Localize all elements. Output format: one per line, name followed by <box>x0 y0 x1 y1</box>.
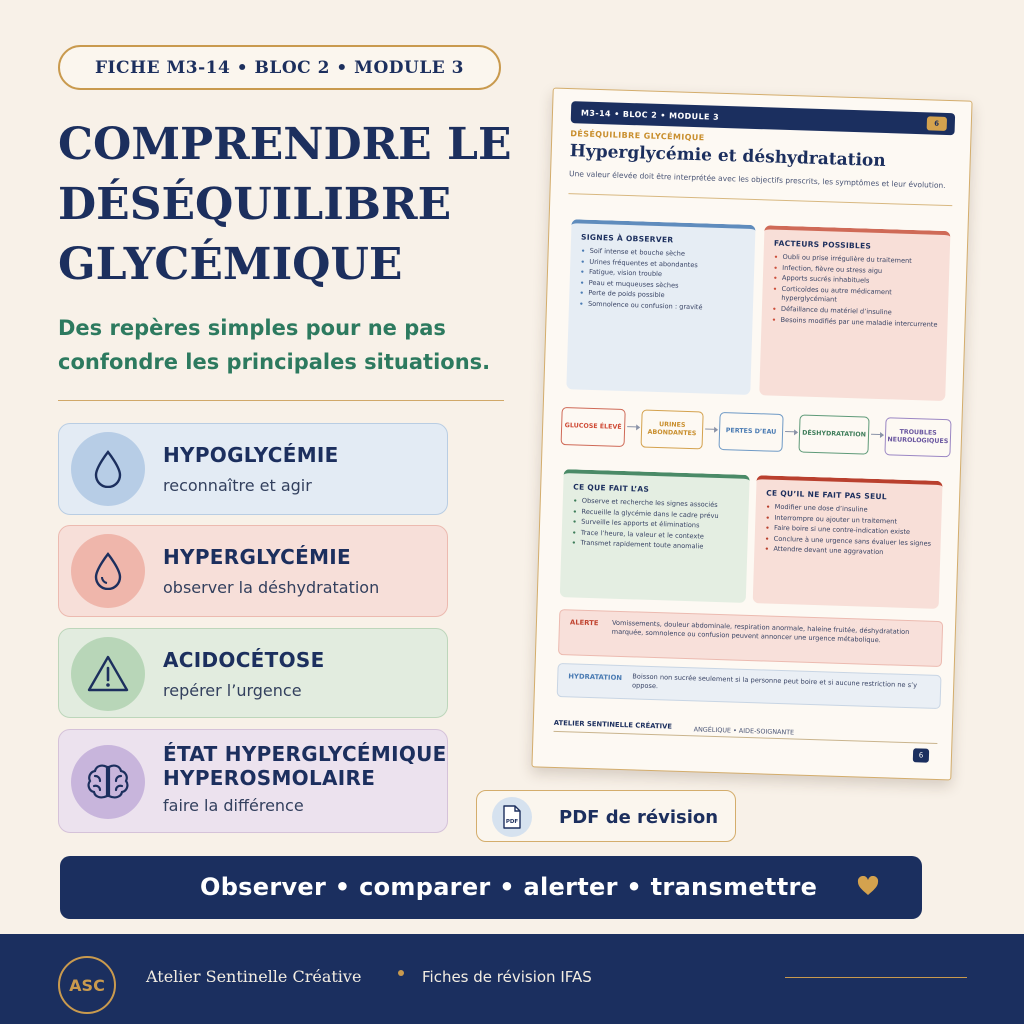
list-item: • Urines fréquentes et abondantes <box>580 257 746 272</box>
hydration-text: Boisson non sucrée seulement si la personne peut boire et si aucune restriction ne s’y oppose. <box>631 672 918 691</box>
list-item: • Somnolence ou confusion : gravité <box>579 299 745 314</box>
document-title: Hyperglycémie et déshydratation <box>569 141 886 172</box>
flow-step: URINES ABONDANTES <box>641 410 704 450</box>
signs-box <box>566 219 755 395</box>
card-title: HYPERGLYCÉMIE <box>163 545 352 569</box>
pdf-icon-text: PDF <box>505 819 519 825</box>
footer <box>0 934 1024 1024</box>
divider <box>785 977 967 978</box>
document-preview[interactable] <box>531 88 972 781</box>
alert-label: ALERTE <box>569 618 599 628</box>
list-item: • Surveille les apports et éliminations <box>572 518 740 533</box>
page-title <box>58 115 538 295</box>
arrow-icon <box>871 434 883 435</box>
alert-text: Vomissements, douleur abdominale, respiration anormale, haleine fruitée, déshydratation marquée, somnolence ou confusion peuvent annoncer une urgence métabolique. <box>611 618 910 645</box>
page-subtitle: Des repères simples pour ne pas confondre les principales situations. <box>58 316 491 374</box>
arrow-icon <box>627 426 639 427</box>
hydration-label: HYDRATATION <box>568 672 623 683</box>
list-item: • Transmet rapidement toute anomalie <box>571 539 739 554</box>
module-badge: FICHE M3-14 • BLOC 2 • MODULE 3 <box>58 45 501 90</box>
card-subtitle: repérer l’urgence <box>163 681 302 700</box>
card-title: ÉTAT HYPERGLYCÉMIQUE <box>163 742 447 766</box>
footer-tagline: Fiches de révision IFAS <box>422 968 592 986</box>
does-not-box <box>753 475 943 609</box>
list-item: • Perte de poids possible <box>579 289 745 304</box>
list-item: • Modifier une dose d’insuline <box>766 502 934 517</box>
title-line: GLYCÉMIQUE <box>58 239 403 290</box>
arrow-icon <box>785 431 797 432</box>
footer-brand: Atelier Sentinelle Créative <box>146 967 362 986</box>
box-heading: FACTEURS POSSIBLES <box>773 238 872 251</box>
card-hypoglycemie[interactable] <box>58 423 448 515</box>
logo: ASC <box>58 956 116 1014</box>
box-heading: CE QUE FAIT L’AS <box>573 482 650 494</box>
document-footer-author: ANGÉLIQUE • AIDE-SOIGNANTE <box>693 725 795 737</box>
box-heading: CE QU’IL NE FAIT PAS SEUL <box>766 488 888 502</box>
card-title: ACIDOCÉTOSE <box>163 648 325 672</box>
list-item: • Observe et recherche les signes associés <box>573 496 741 511</box>
list-item: • Défaillance du matériel d’insuline <box>772 305 940 320</box>
list-item: • Apports sucrés inhabituels <box>773 274 941 289</box>
flow-step: TROUBLES NEUROLOGIQUES <box>884 417 951 457</box>
banner-text: Observer • comparer • alerter • transmettre <box>200 873 818 901</box>
warning-icon <box>71 637 145 711</box>
list-item: • Oubli ou prise irrégulière du traitement <box>773 253 941 268</box>
card-hyperglycemie[interactable] <box>58 525 448 617</box>
drop-icon <box>71 432 145 506</box>
card-etat-hyperosmolaire[interactable] <box>58 729 448 833</box>
list-item: • Corticoïdes ou autre médicament hyperglycémiant <box>772 284 941 308</box>
document-lead: Une valeur élevée doit être interprétée avec les objectifs prescrits, les symptômes et leur évolution. <box>568 169 946 190</box>
key-actions-banner <box>60 856 922 919</box>
list-item: • Conclure à une urgence sans évaluer les signes <box>765 534 933 549</box>
divider <box>568 193 952 206</box>
card-subtitle: faire la différence <box>163 796 304 815</box>
box-heading: SIGNES À OBSERVER <box>580 232 674 245</box>
flow-step: DÉSHYDRATATION <box>798 414 869 454</box>
process-flow <box>560 407 951 461</box>
list-item: • Infection, fièvre ou stress aigu <box>773 263 941 278</box>
card-title: HYPOGLYCÉMIE <box>163 443 339 467</box>
heart-icon <box>857 876 879 900</box>
flow-step: GLUCOSE ÉLEVÉ <box>561 407 626 447</box>
title-line: COMPRENDRE LE <box>58 119 512 170</box>
arrow-icon <box>705 429 717 430</box>
does-box <box>560 469 750 603</box>
list-item: • Fatigue, vision trouble <box>580 268 746 283</box>
list-item: • Besoins modifiés par une maladie intercurrente <box>771 315 939 330</box>
document-footer-brand: ATELIER SENTINELLE CRÉATIVE <box>553 718 673 731</box>
alert-box <box>558 609 943 667</box>
drop-icon <box>71 534 145 608</box>
list-item: • Recueille la glycémie dans le cadre prévu <box>572 507 740 522</box>
divider <box>58 400 504 401</box>
title-line: DÉSÉQUILIBRE <box>58 179 452 230</box>
document-kicker: DÉSÉQUILIBRE GLYCÉMIQUE <box>570 129 705 143</box>
card-title: HYPEROSMOLAIRE <box>163 766 376 790</box>
list-item: • Soif intense et bouche sèche <box>581 247 747 262</box>
card-subtitle: reconnaître et agir <box>163 476 312 495</box>
page-number: 6 <box>913 748 929 762</box>
separator-dot <box>398 970 404 976</box>
pdf-file-icon <box>492 797 532 837</box>
list-item: • Faire boire si une contre-indication existe <box>765 524 933 539</box>
card-acidocetose[interactable] <box>58 628 448 718</box>
hydration-box <box>557 663 942 709</box>
flow-step: PERTES D’EAU <box>718 412 783 452</box>
brain-icon <box>71 745 145 819</box>
list-item: • Trace l’heure, la valeur et le contexte <box>572 528 740 543</box>
factors-box <box>759 225 950 401</box>
list-item: • Interrompre ou ajouter un traitement <box>765 513 933 528</box>
list-item: • Peau et muqueuses sèches <box>580 278 746 293</box>
pdf-revision-button[interactable] <box>476 790 736 842</box>
list-item: • Attendre devant une aggravation <box>764 545 932 560</box>
document-header-text: M3-14 • BLOC 2 • MODULE 3 <box>580 107 720 122</box>
card-subtitle: observer la déshydratation <box>163 578 380 597</box>
pdf-button-label: PDF de révision <box>559 807 719 828</box>
page-badge: 6 <box>927 116 947 131</box>
